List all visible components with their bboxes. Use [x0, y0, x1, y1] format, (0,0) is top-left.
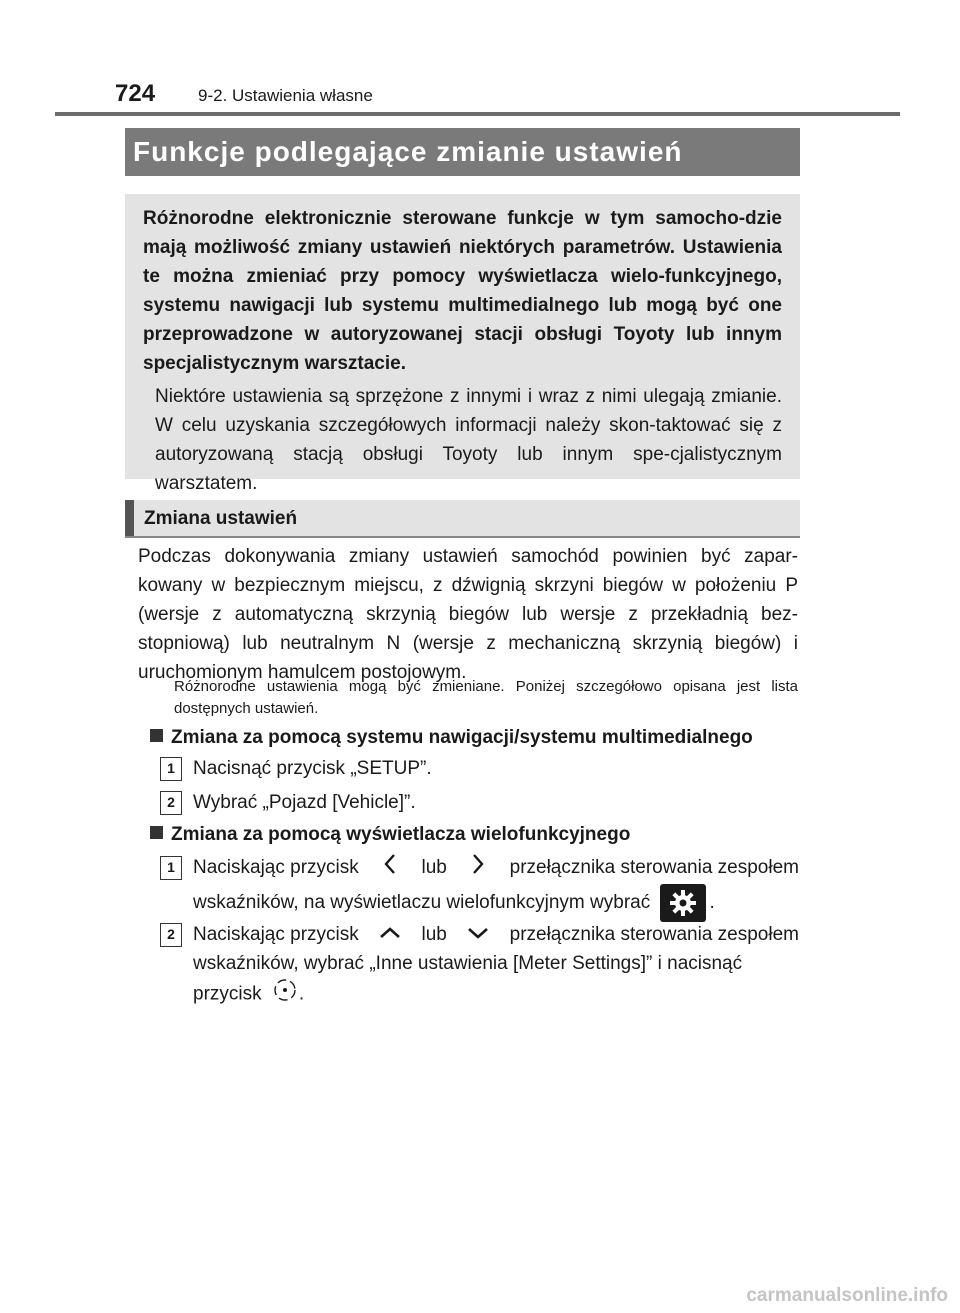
chevron-left-icon — [384, 853, 396, 884]
nav-heading-text: Zmiana za pomocą systemu nawigacji/systemu multimedialnego — [171, 727, 753, 748]
step1-line2 — [193, 884, 799, 922]
square-bullet-icon — [150, 826, 163, 839]
subsection-bar — [125, 500, 800, 538]
step2-text-c: przycisk — [193, 983, 262, 1005]
subsection-body: Podczas dokonywania zmiany ustawień samochód powinien być zapar-kowany w bezpiecznym miejscu, z dźwignią skrzyni biegów w położeniu P (wersje z automatyczną skrzynią biegów lub wersje z przekładnią bez-stopniową) lub neutralnym N (wersje z mechaniczną skrzynią biegów) i uruchomionym hamulcem postojowym. — [138, 546, 798, 683]
step2-line3 — [193, 978, 799, 1011]
step-badge: 1 — [160, 757, 182, 781]
square-bullet-icon — [150, 729, 163, 742]
mfd-heading — [150, 824, 630, 846]
subsection-rule — [125, 536, 800, 538]
step1-or: lub — [421, 857, 447, 878]
step1-end: . — [709, 892, 715, 914]
step-badge: 2 — [160, 923, 182, 947]
gear-icon — [669, 889, 697, 917]
step-badge: 1 — [160, 856, 182, 880]
page-number: 724 — [115, 80, 156, 107]
step2-text-b: przełącznika sterowania zespołem — [509, 924, 799, 945]
footer-watermark: carmanualsonline.info — [746, 1285, 948, 1306]
step1-text-c: wskaźników, na wyświetlaczu wielofunkcyjnym wybrać — [193, 892, 651, 914]
chevron-right-icon — [472, 853, 484, 884]
title-bar — [125, 128, 800, 176]
page-title: Funkcje podlegające zmianie ustawień — [133, 136, 683, 167]
step2-line2: wskaźników, wybrać „Inne ustawienia [Meter Settings]” i nacisnąć — [193, 953, 743, 974]
header-rule — [55, 112, 900, 116]
intro-box — [125, 194, 800, 494]
enter-dot-icon — [273, 978, 297, 1011]
chevron-down-icon — [467, 920, 489, 949]
step1-line1 — [193, 853, 799, 884]
chevron-up-icon — [379, 920, 401, 949]
section-title: 9-2. Ustawienia własne — [198, 86, 373, 105]
intro-note: Niektóre ustawienia są sprzężone z innymi i wraz z nimi ulegają zmianie. W celu uzyskania szczegółowych informacji należy skon-taktować się z autoryzowaną stacją obsługi Toyoty lub innym spe-cjalistycznym warsztatem. — [155, 386, 782, 494]
subsection-note: Różnorodne ustawienia mogą być zmieniane. Poniżej szczegółowo opisana jest lista dostępnych ustawień. — [174, 678, 798, 717]
step2-line1 — [193, 920, 799, 949]
step2-text-a: Naciskając przycisk — [193, 924, 359, 945]
step1-text-b: przełącznika sterowania zespołem — [509, 857, 799, 878]
step2-or: lub — [421, 924, 447, 945]
step1-text-a: Naciskając przycisk — [193, 857, 359, 878]
mfd-heading-text: Zmiana za pomocą wyświetlacza wielofunkcyjnego — [171, 824, 631, 845]
nav-heading — [150, 727, 753, 749]
gear-button-icon — [660, 884, 706, 922]
step-text: Nacisnąć przycisk „SETUP”. — [193, 758, 432, 779]
step-text: Wybrać „Pojazd [Vehicle]”. — [193, 792, 416, 813]
intro-text: Różnorodne elektronicznie sterowane funkcje w tym samocho-dzie mają możliwość zmiany ustawień niektórych parametrów. Ustawienia te można zmieniać przy pomocy wyświetlacza wielo-funkcyjnego, systemu nawigacji lub systemu multimedialnego lub mogą być one przeprowadzone w autoryzowanej stacji obsługi Toyoty lub innym specjalistycznym warsztacie. — [143, 208, 782, 374]
step2-end: . — [298, 983, 305, 1005]
subsection-title: Zmiana ustawień — [144, 508, 298, 529]
step-badge: 2 — [160, 791, 182, 815]
